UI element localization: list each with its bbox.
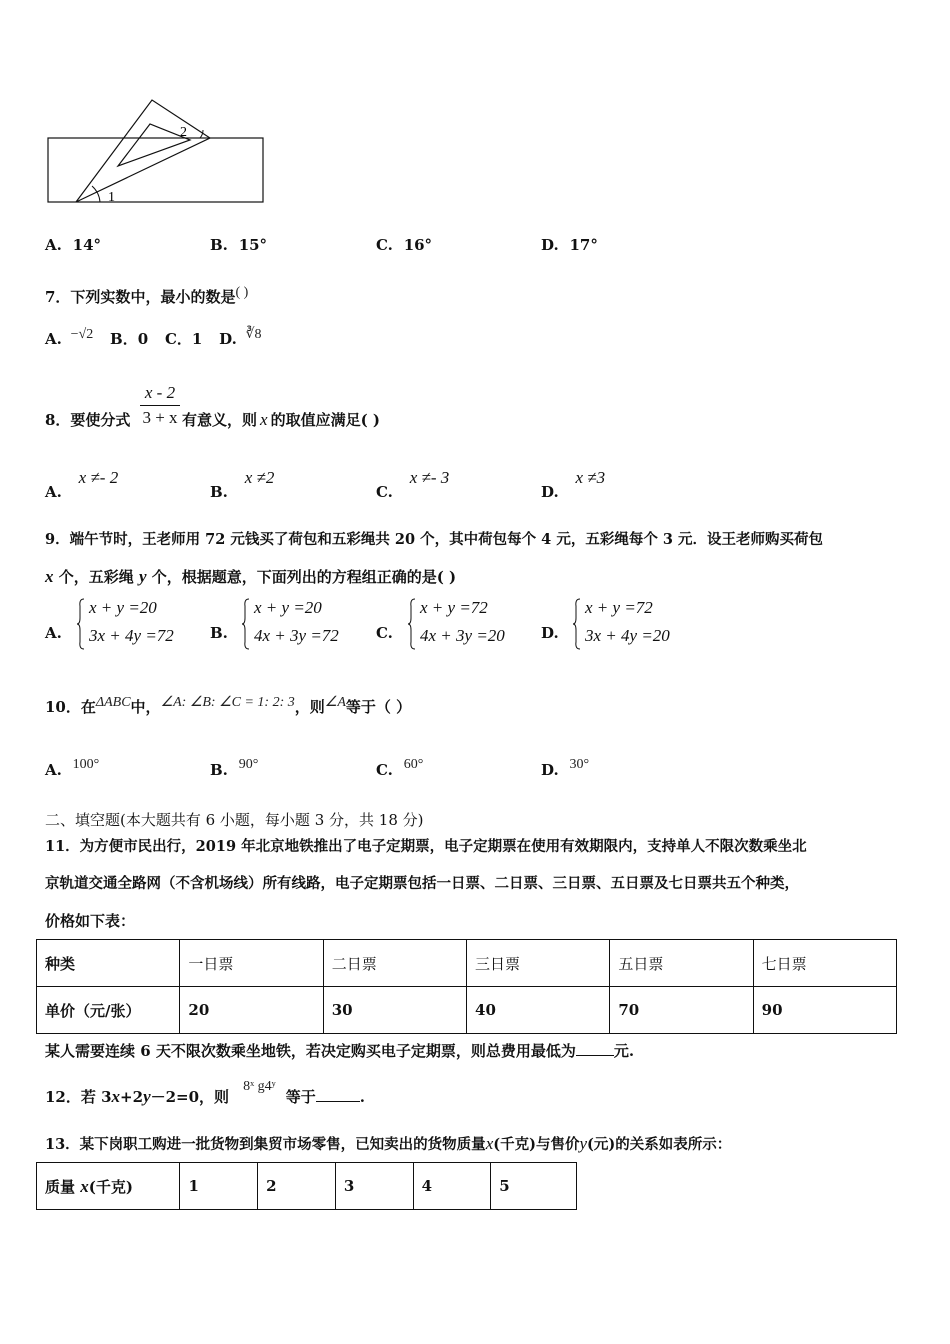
option-expr: x ≠- 3 [409, 468, 450, 487]
option-text: 30° [569, 757, 590, 772]
q8-fraction [140, 383, 180, 428]
q10-num: 10．在 [45, 698, 96, 716]
option-text: 15° [238, 236, 268, 254]
brace-icon [242, 598, 250, 650]
q10-angle-a: ∠A [324, 695, 346, 710]
section-2-title: 二、填空题(本大题共有 6 小题，每小题 3 分，共 18 分) [45, 811, 424, 829]
rectangle-ruler [48, 138, 263, 202]
equation-2: 4x + 3y =72 [254, 626, 339, 645]
q12-x: x [111, 1087, 121, 1106]
brace-icon [77, 598, 85, 650]
table-cell [37, 1163, 180, 1210]
option-letter: B. [210, 483, 228, 501]
triangle-outer [76, 100, 210, 202]
brace-icon [573, 598, 581, 650]
option-letter: D. [541, 761, 559, 779]
q12-expr: 8ˣ g4ʸ [243, 1079, 276, 1094]
q10-option-a[interactable] [45, 754, 100, 779]
table-cell: 2 [258, 1163, 336, 1210]
q9-option-a[interactable] [45, 598, 205, 654]
q9-x: x [45, 567, 54, 586]
table-cell: 3 [335, 1163, 413, 1210]
option-letter: D. [541, 624, 559, 642]
q11-after-end: 元. [613, 1042, 635, 1060]
q9-y: y [138, 567, 147, 586]
q8-option-b[interactable] [210, 468, 275, 501]
table-cell: 30 [323, 987, 466, 1034]
q10-option-d[interactable] [541, 754, 590, 779]
q9-option-b[interactable] [210, 598, 370, 654]
q7-option-d-expr[interactable]: ∛8 [245, 327, 262, 342]
q6-option-b[interactable] [210, 236, 267, 254]
q6-figure [40, 90, 280, 215]
option-text: 16° [403, 236, 433, 254]
q11-line1: 11．为方便市民出行，2019 年北京地铁推出了电子定期票，电子定期票在使用有效期限内，支持单人不限次数乘坐北 [45, 838, 807, 855]
q8-suffix [182, 409, 380, 430]
q7-option-a-expr[interactable]: −√2 [70, 327, 94, 342]
answer-blank[interactable] [576, 1055, 614, 1056]
q11-line3: 价格如下表： [45, 912, 136, 930]
q8-frac-num: x - 2 [144, 383, 176, 402]
option-letter: C. [376, 761, 393, 779]
equation-2: 3x + 4y =20 [585, 626, 670, 645]
table-cell: 种类 [37, 940, 180, 987]
brace-icon [408, 598, 416, 650]
table-cell: 40 [467, 987, 610, 1034]
option-expr: x ≠2 [244, 468, 275, 487]
q13-stem-c: (元)的关系如表所示： [587, 1136, 732, 1153]
equation-2: 4x + 3y =20 [420, 626, 505, 645]
table-cell: 70 [610, 987, 753, 1034]
q8-option-d[interactable] [541, 468, 606, 501]
q9-line1: 9．端午节时，王老师用 72 元钱买了荷包和五彩绳共 20 个，其中荷包每个 4 元，五彩绳每个 3 元．设王老师购买荷包 [45, 531, 824, 548]
q9-option-d[interactable] [541, 598, 701, 654]
table-cell: 90 [753, 987, 896, 1034]
table-row [37, 1163, 577, 1210]
q13-label-x: x [80, 1176, 89, 1196]
q10-then: ，则 [294, 698, 325, 716]
q10-option-b[interactable] [210, 754, 259, 779]
table-cell: 二日票 [323, 940, 466, 987]
option-letter: B. [210, 761, 228, 779]
option-expr: x ≠- 2 [78, 468, 119, 487]
q9-line2 [45, 566, 456, 587]
option-text: 17° [569, 236, 598, 254]
option-letter: D. [541, 483, 559, 501]
q6-option-c[interactable] [376, 236, 432, 254]
option-expr: x ≠3 [575, 468, 606, 487]
option-letter: B. [210, 236, 228, 254]
q10-end: 等于（ ） [345, 698, 412, 716]
q8-option-c[interactable] [376, 468, 450, 501]
option-text: 90° [238, 757, 259, 772]
q13-stem [45, 1133, 731, 1154]
q6-option-d[interactable] [541, 236, 598, 254]
q12-y: y [143, 1087, 151, 1106]
q7-paren: ( ) [235, 285, 249, 300]
option-letter: C. [376, 236, 393, 254]
q13-stem-b: (千克)与售价 [493, 1136, 580, 1153]
q7-stem-text: 7．下列实数中，最小的数是 [45, 288, 236, 306]
q7-option-b[interactable]: B．0 [110, 330, 149, 348]
equation-2: 3x + 4y =72 [89, 626, 174, 645]
q8-frac-den: 3 + x [142, 408, 178, 427]
q7-option-a-letter[interactable]: A. [45, 330, 62, 348]
angle1-label: 1 [108, 190, 115, 205]
table-cell: 五日票 [610, 940, 753, 987]
q13-table [36, 1162, 577, 1210]
q8-var: x [260, 410, 268, 429]
q9-option-c[interactable] [376, 598, 536, 654]
q10-stem [45, 696, 411, 717]
angle2-label: 2 [180, 125, 187, 140]
q10-triangle: ΔABC [95, 695, 131, 710]
table-cell: 5 [491, 1163, 577, 1210]
q6-option-a[interactable] [45, 236, 101, 254]
q12-rest: －2=0，则 [150, 1088, 230, 1106]
table-cell: 一日票 [180, 940, 323, 987]
equation-1: x + y =20 [89, 598, 157, 617]
q7-stem [45, 286, 248, 307]
equation-1: x + y =72 [585, 598, 653, 617]
q12-mid: +2 [120, 1088, 144, 1106]
q11-after [45, 1040, 634, 1061]
q12-end: 等于 [285, 1088, 316, 1106]
q7-options [45, 328, 262, 349]
q13-label-a: 质量 [45, 1177, 81, 1196]
table-cell: 三日票 [467, 940, 610, 987]
q13-stem-a: 13．某下岗职工购进一批货物到集贸市场零售，已知卖出的货物质量 [45, 1136, 486, 1153]
table-cell: 单价（元/张） [37, 987, 180, 1034]
option-letter: A. [45, 624, 62, 642]
q8-option-a[interactable] [45, 468, 119, 501]
option-letter: D. [541, 236, 559, 254]
q10-ratio: ∠A: ∠B: ∠C = 1: 2: 3 [160, 695, 295, 710]
option-letter: B. [210, 624, 228, 642]
table-cell: 4 [413, 1163, 491, 1210]
table-cell: 1 [180, 1163, 258, 1210]
equation-1: x + y =72 [420, 598, 488, 617]
option-text: 14° [72, 236, 102, 254]
q10-mid: 中， [130, 698, 161, 716]
option-letter: A. [45, 483, 62, 501]
q8-suffix-1: 有意义，则 [182, 411, 258, 429]
option-text: 60° [403, 757, 424, 772]
q12-stem [45, 1079, 366, 1107]
option-letter: A. [45, 761, 62, 779]
q11-price-table [36, 939, 897, 1034]
option-letter: C. [376, 483, 393, 501]
q7-option-d-letter[interactable]: D. [219, 330, 237, 348]
table-cell: 20 [180, 987, 323, 1034]
q9-line2-a: 个，五彩绳 [53, 568, 139, 586]
equation-1: x + y =20 [254, 598, 322, 617]
q10-option-c[interactable] [376, 754, 424, 779]
q8-frac-bar [140, 405, 180, 406]
q8-prefix: 8．要使分式 [45, 411, 131, 429]
q11-after-text: 某人需要连续 6 天不限次数乘坐地铁，若决定购买电子定期票，则总费用最低为 [45, 1042, 576, 1060]
table-header-row [37, 940, 897, 987]
q12-end-dot: . [359, 1088, 366, 1106]
option-letter: A. [45, 236, 62, 254]
table-row [37, 987, 897, 1034]
option-text: 100° [72, 757, 100, 772]
q9-line2-b: 个，根据题意，下面列出的方程组正确的是( ) [146, 568, 457, 586]
q13-x: x [485, 1134, 494, 1153]
q13-label-b: (千克) [88, 1177, 133, 1196]
q12-prefix: 12．若 3 [45, 1088, 112, 1106]
table-cell: 七日票 [753, 940, 896, 987]
option-letter: C. [376, 624, 393, 642]
q13-y: y [579, 1134, 588, 1153]
q11-line2: 京轨道交通全路网（不含机场线）所有线路，电子定期票包括一日票、二日票、三日票、五日票及七日票共五个种类， [45, 875, 799, 892]
q8-suffix-2: 的取值应满足( ) [270, 411, 380, 429]
q7-option-c[interactable]: C．1 [164, 330, 203, 348]
answer-blank[interactable] [316, 1101, 360, 1102]
